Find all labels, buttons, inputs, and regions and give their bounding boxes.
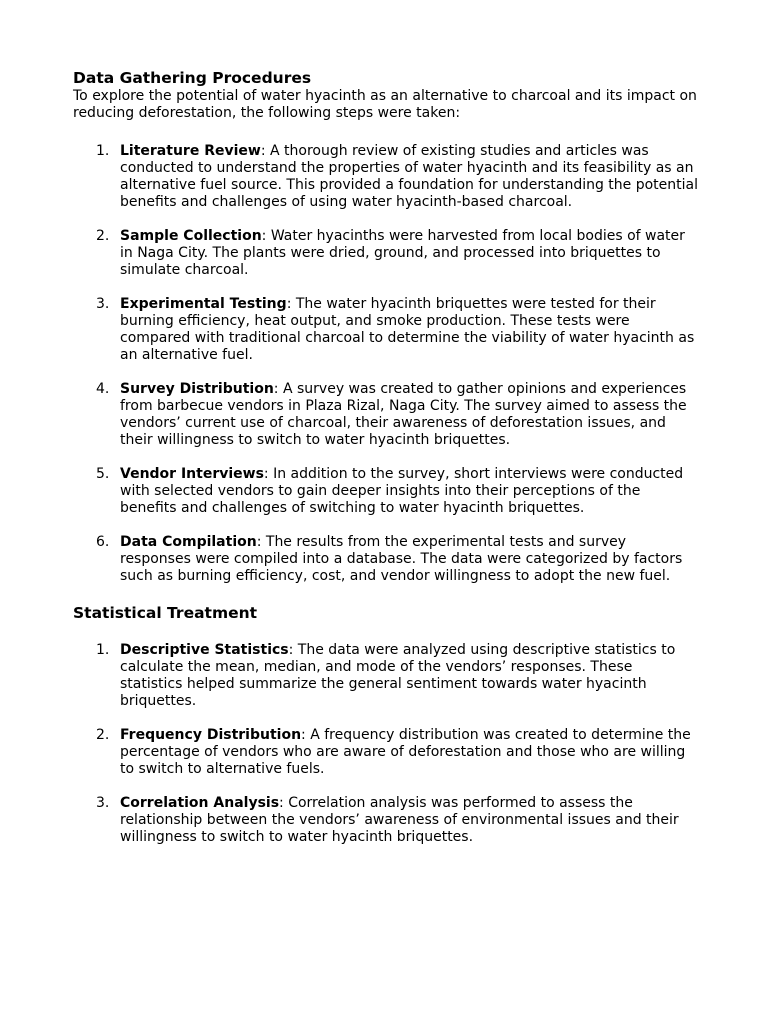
list-item [73, 727, 698, 778]
document-page [73, 68, 698, 846]
intro-paragraph: To explore the potential of water hyacinth as an alternative to charcoal and its impact on reducing deforestation, the following steps were taken: [73, 88, 697, 121]
list-number: 5. [96, 466, 110, 482]
list-number: 2. [96, 727, 110, 743]
list-item-term: Vendor Interviews [120, 466, 264, 482]
list-item [73, 296, 698, 364]
list-item-term: Frequency Distribution [120, 727, 302, 743]
list-number: 1. [96, 642, 110, 658]
statistics-list [73, 642, 698, 846]
list-item-term: Sample Collection [120, 228, 262, 244]
list-item-text: : The data were analyzed using descriptive statistics to calculate the mean, median, and mode of the vendors’ responses. These statistics helped summarize the general sentiment towards water hyacinth briquettes. [120, 642, 676, 709]
list-item-term: Data Compilation [120, 534, 257, 550]
list-item-text: : The results from the experimental tests and survey responses were compiled into a database. The data were categorized by factors such as burning efficiency, cost, and vendor willingness to adopt the new fuel. [120, 534, 683, 584]
list-item-text: : Water hyacinths were harvested from local bodies of water in Naga City. The plants were dried, ground, and processed into briquettes to simulate charcoal. [120, 228, 685, 278]
list-item [73, 381, 698, 449]
list-number: 1. [96, 143, 110, 159]
list-item-text: : A survey was created to gather opinions and experiences from barbecue vendors in Plaza Rizal, Naga City. The survey aimed to assess the vendors’ current use of charcoal, their awareness of deforestation issues, and their willingness to switch to water hyacinth briquettes. [120, 381, 687, 448]
list-number: 2. [96, 228, 110, 244]
list-item-term: Literature Review [120, 143, 261, 159]
list-item-text: : A thorough review of existing studies and articles was conducted to understand the properties of water hyacinth and its feasibility as an alternative fuel source. This provided a foundation for understanding the potential benefits and challenges of using water hyacinth-based charcoal. [120, 143, 699, 210]
list-number: 3. [96, 296, 110, 312]
list-item [73, 466, 698, 517]
list-item-text: : The water hyacinth briquettes were tested for their burning efficiency, heat output, and smoke production. These tests were compared with traditional charcoal to determine the viability of water hyacinth as an alternative fuel. [120, 296, 695, 363]
list-item-term: Survey Distribution [120, 381, 274, 397]
list-item-text: : A frequency distribution was created to determine the percentage of vendors who are aware of deforestation and those who are willing to switch to alternative fuels. [120, 727, 691, 777]
list-item [73, 534, 698, 585]
section-heading-data-gathering: Data Gathering Procedures [73, 69, 312, 87]
list-number: 4. [96, 381, 110, 397]
section-heading-statistical-treatment: Statistical Treatment [73, 604, 258, 622]
list-item-text: : In addition to the survey, short interviews were conducted with selected vendors to gain deeper insights into their perceptions of the benefits and challenges of switching to water hyacinth briquettes. [120, 466, 684, 516]
list-item [73, 642, 698, 710]
list-item-text: : Correlation analysis was performed to assess the relationship between the vendors’ awareness of environmental issues and their willingness to switch to water hyacinth briquettes. [120, 795, 679, 845]
list-item [73, 795, 698, 846]
procedures-list [73, 143, 698, 585]
list-item-term: Correlation Analysis [120, 795, 280, 811]
list-item [73, 143, 698, 211]
list-item-term: Experimental Testing [120, 296, 287, 312]
list-number: 6. [96, 534, 110, 550]
list-item-term: Descriptive Statistics [120, 642, 289, 658]
list-item [73, 228, 698, 279]
list-number: 3. [96, 795, 110, 811]
